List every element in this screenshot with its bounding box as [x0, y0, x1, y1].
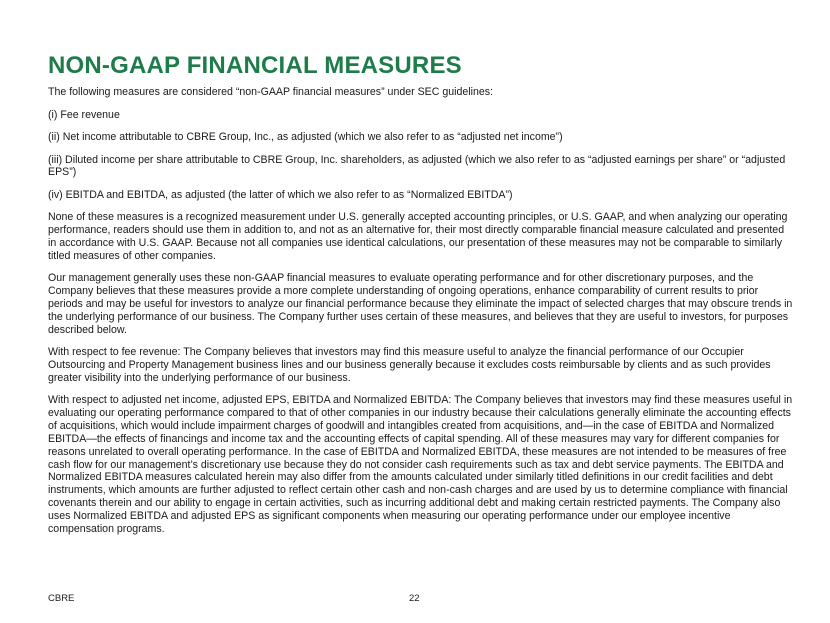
list-item: (iii) Diluted income per share attributable to CBRE Group, Inc. shareholders, as adjusted (which we also refer to as “adjusted earnings per share” or “adjusted EPS”) — [48, 153, 786, 179]
slide-body — [48, 86, 794, 545]
body-paragraph: With respect to fee revenue: The Company believes that investors may find this measure useful to analyze the financial performance of our Occupier Outsourcing and Property Management business lines and our business generally because it excludes costs reimbursable by clients and as such provides greater visibility into the underlying performance of our business. — [48, 345, 771, 384]
body-paragraph: None of these measures is a recognized measurement under U.S. generally accepted accounting principles, or U.S. GAAP, and when analyzing our operating performance, readers should use them in addition to, and not as an alternative for, their most directly comparable financial measure calculated and presented in accordance with U.S. GAAP. Because not all companies use identical calculations, our presentation of these measures may not be comparable to similarly titled measures of other companies. — [48, 211, 788, 262]
list-item: (iv) EBITDA and EBITDA, as adjusted (the latter of which we also refer to as “Normalized EBITDA”) — [48, 188, 513, 201]
page-title: NON-GAAP FINANCIAL MEASURES — [48, 52, 462, 79]
intro-text: The following measures are considered “non-GAAP financial measures” under SEC guidelines: — [48, 86, 493, 98]
list-item: (ii) Net income attributable to CBRE Group, Inc., as adjusted (which we also refer to as “adjusted net income”) — [48, 131, 563, 144]
list-item: (i) Fee revenue — [48, 108, 120, 121]
body-paragraph: Our management generally uses these non-GAAP financial measures to evaluate operating performance and for other discretionary purposes, and the Company believes that these measures provide a more complete understanding of ongoing operations, enhance comparability of current results to prior periods and may be useful for investors to analyze our financial performance because they eliminate the impact of selected charges that may obscure trends in the underlying performance of our business. The Company further uses certain of these measures, and believes that they are useful to investors, for purposes described below. — [48, 272, 793, 336]
page-number: 22 — [409, 593, 420, 604]
body-paragraph: With respect to adjusted net income, adjusted EPS, EBITDA and Normalized EBITDA: The Company believes that investors may find these measures useful in evaluating our operating performance compared to that of other companies in our industry because their calculations generally eliminate the accounting effects of acquisitions, which would include impairment charges of goodwill and intangibles created from acquisitions, and—in the case of EBITDA and Normalized EBITDA—the effects of financings and income tax and the accounting effects of capital spending. All of these measures may vary for different companies for reasons unrelated to overall operating performance. In the case of EBITDA and Normalized EBITDA, these measures are not intended to be measures of free cash flow for our management’s discretionary use because they do not consider cash requirements such as tax and debt service payments. The EBITDA and Normalized EBITDA measures calculated herein may also differ from the amounts calculated under similarly titled definitions in our credit facilities and debt instruments, which amounts are further adjusted to reflect certain other cash and non-cash charges and are used by us to determine compliance with financial covenants therein and our ability to engage in certain activities, such as incurring additional debt and making certain restricted payments. The Company also uses Normalized EBITDA and adjusted EPS as significant components when measuring our operating performance under our employee incentive compensation programs. — [48, 394, 793, 536]
footer-brand: CBRE — [48, 593, 75, 604]
